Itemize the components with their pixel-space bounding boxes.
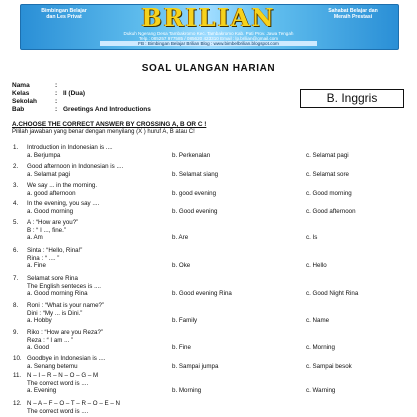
question-text: Reza : “ I am ... ” [27, 336, 74, 344]
question-number: 6. [13, 247, 19, 254]
answer-option-b[interactable]: b. Oke [172, 262, 191, 269]
info-colon: : [55, 98, 58, 105]
answer-option-a[interactable]: a. good afternoon [27, 189, 76, 197]
info-key: Nama [12, 82, 30, 89]
answer-option-a[interactable]: a. Good morning Rina [27, 290, 88, 297]
info-row-kelas [12, 90, 85, 97]
question-number: 2. [13, 163, 19, 170]
answer-option-a[interactable]: a. Berjumpa [27, 151, 61, 159]
question-text: Goodbye in Indonesian is .... [27, 355, 106, 362]
header-address: Dukuh Ngerang Desa Tambakromo Kec. Tambakromo Kab. Pati Prov. Jawa Tengah [123, 31, 294, 36]
answer-option-b[interactable]: b. Selamat siang [172, 170, 219, 178]
answer-option-a[interactable]: a. Selamat pagi [27, 170, 70, 178]
question-text: In the evening, you say .... [27, 200, 100, 207]
question-text: The English senteces is .... [27, 282, 101, 290]
question-number: 9. [13, 329, 19, 336]
question-text: B : “ I ..., fine.” [27, 226, 66, 234]
question-number: 11. [13, 372, 22, 379]
page-title: SOAL ULANGAN HARIAN [141, 63, 276, 74]
info-value: II (Dua) [63, 90, 86, 97]
answer-option-c[interactable]: c. Good afternoon [306, 207, 356, 215]
question-number: 5. [13, 219, 19, 226]
info-colon: : [55, 82, 58, 89]
answer-option-a[interactable]: a. Hobby [27, 317, 52, 324]
info-colon: : [55, 106, 58, 113]
answer-option-c[interactable]: c. Selamat pagi [306, 151, 349, 159]
institution-header [20, 4, 397, 62]
question-text: We say ... in the morning. [27, 182, 98, 189]
answer-option-a[interactable]: a. Good [27, 344, 50, 351]
question-text: The correct word is .... [27, 407, 89, 415]
answer-option-c[interactable]: c. Hello [306, 262, 327, 269]
question-text: N – A – F – O – T – R – O – E – N [27, 400, 120, 407]
question-text: Roni : “What is your name?” [27, 302, 105, 309]
info-value: Greetings And Introductions [63, 106, 151, 113]
answer-option-b[interactable]: b. Morning [172, 387, 202, 394]
answer-option-a[interactable]: a. Fine [27, 262, 46, 269]
question-text: The correct word is .... [27, 379, 89, 387]
question-text: Sinta : “Hello, Rina!” [27, 247, 83, 254]
answer-option-b[interactable]: b. good evening [172, 189, 217, 197]
question-text: A : “How are you?” [27, 219, 79, 226]
answer-option-c[interactable]: c. Is [306, 234, 318, 241]
question-text: Riko : “How are you Reza?” [27, 329, 103, 336]
brand-logo-text: BRILIAN [141, 3, 276, 32]
subject-box: B. Inggris [300, 89, 404, 108]
question-number: 7. [13, 275, 19, 282]
header-contact: Telp.: 085257 977585 / 085620 423310 Email : lp.brilian@gmail.com [138, 36, 279, 41]
answer-option-c[interactable]: c. Good Night Rina [306, 290, 359, 297]
question-number: 12. [13, 400, 22, 407]
question-text: Introduction in Indonesian is .... [27, 144, 113, 151]
info-row-bab [12, 106, 151, 113]
answer-option-b[interactable]: b. Are [172, 234, 189, 241]
question-text: Selamat sore Rina [27, 275, 78, 282]
answer-option-c[interactable]: c. Warning [306, 387, 336, 394]
answer-option-a[interactable]: a. Good morning [27, 207, 74, 215]
header-tagline-left: Bimbingan Belajar dan Les Privat [41, 8, 87, 20]
question-text: Good afternoon in Indonesian is .... [27, 163, 124, 170]
answer-option-a[interactable]: a. Evening [27, 387, 57, 394]
question-number: 1. [13, 144, 19, 151]
info-key: Bab [12, 106, 25, 113]
question-text: Dini : “My ... is Dini.” [27, 309, 83, 317]
answer-option-b[interactable]: b. Fine [172, 344, 191, 351]
question-text: N – I – R – N – O – G – M [27, 372, 99, 379]
info-row-nama [12, 82, 63, 89]
answer-option-b[interactable]: b. Perkenalan [172, 151, 211, 159]
answer-option-c[interactable]: c. Sampai besok [306, 362, 352, 370]
answer-option-a[interactable]: a. Am [27, 234, 43, 241]
info-colon: : [55, 90, 58, 97]
answer-option-c[interactable]: c. Morning [306, 344, 335, 351]
info-row-sekolah [12, 98, 63, 105]
answer-option-b[interactable]: b. Sampai jumpa [172, 362, 219, 370]
instruction-heading: A.CHOOSE THE CORRECT ANSWER BY CROSSING A, B OR C ! [12, 121, 207, 128]
question-number: 8. [13, 302, 19, 309]
answer-option-c[interactable]: c. Good morning [306, 189, 352, 197]
header-social: FB : Bimbingan Belajar Brilian Blog : www.bimbelbrilian.blogspot.com [100, 41, 317, 46]
answer-option-a[interactable]: a. Senang betemu [27, 362, 78, 370]
answer-option-b[interactable]: b. Good evening Rina [172, 290, 232, 297]
info-key: Sekolah [12, 98, 37, 105]
answer-option-b[interactable]: b. Good evening [172, 207, 218, 215]
info-key: Kelas [12, 90, 30, 97]
answer-option-b[interactable]: b. Family [172, 317, 198, 324]
question-number: 4. [13, 200, 19, 207]
header-tagline-right: Sahabat Belajar dan Meraih Prestasi [328, 8, 378, 20]
question-number: 3. [13, 182, 19, 189]
answer-option-c[interactable]: c. Name [306, 317, 330, 324]
question-text: Rina : “ .... ” [27, 254, 60, 262]
answer-option-c[interactable]: c. Selamat sore [306, 170, 349, 178]
instruction-indonesian: Pililah jawaban yang benar dengan menyilang (X ) huruf A, B atau C! [12, 129, 195, 135]
question-number: 10. [13, 355, 22, 362]
